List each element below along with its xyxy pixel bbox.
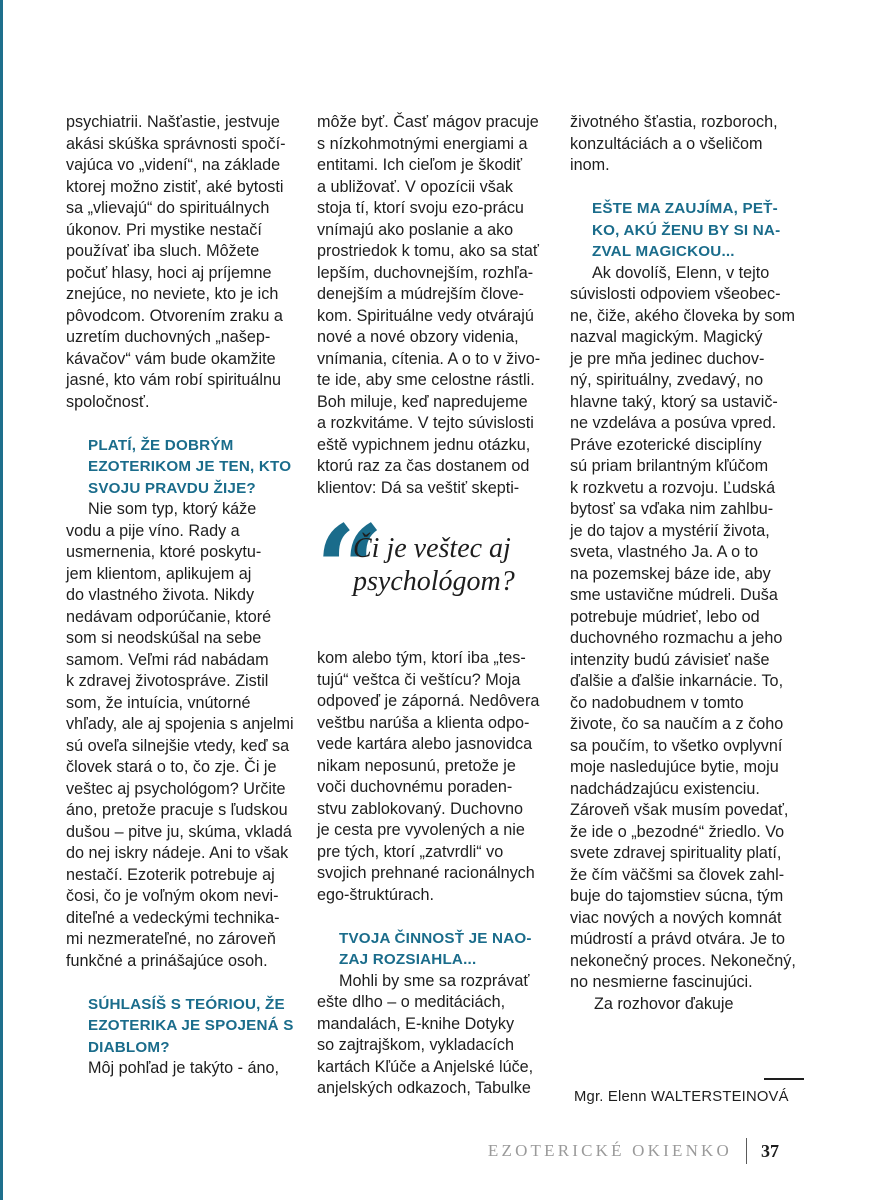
paragraph-first-line: Môj pohľad je takýto - áno, [88,1059,279,1077]
question-heading: PLATÍ, ŽE DOBRÝM EZOTERIKOM JE TEN, KTO SVOJU PRAVDU ŽIJE? [88,436,292,497]
question-heading: EŠTE MA ZAUJÍMA, PEŤ- KO, AKÚ ŽENU BY SI NA- ZVAL MAGICKOU... [592,200,781,260]
column-3 [570,112,810,1015]
section-title: EZOTERICKÉ OKIENKO [487,1141,732,1160]
page-number: 37 [761,1140,779,1161]
question-heading: TVOJA ČINNOSŤ JE NAO- ZAJ ROZSIAHLA... [339,929,532,968]
body-paragraph: môže byť. Časť mágov pracuje s nízkohmotnými energiami a entitami. Ich cieľom je škodiť a ubližovať. V opozícii však stoja tí, ktorí svoju ezo-prácu vnímajú ako poslanie a ako prostriedok k tomu, ako sa stať lepším, duchovnejším, rozhľa- denejším a múdrejším člove- kom. Spirituálne vedy otvárajú nové a nové obzory videnia, vnímania, cítenia. A o to v živo- te ide, aby sme celostne rástli. Boh miluje, keď napredujeme a rozkvitáme. V tejto súvislosti eště vypichnem jednu otázku, ktorú raz za čas dostanem od klientov: Dá sa veštiť skepti- [317,113,541,497]
body-paragraph: životného šťastia, rozboroch, konzultáciách a o všeličom inom. [570,113,778,174]
body-paragraph: kom alebo tým, ktorí iba „tes- tujú“ veštca či veštícu? Moja odpoveď je záporná. Nedôvera veštbu narúša a klienta odpo- vede kartára alebo jasnovidca nikam neposunú, pretože je voči duchovnému poraden- stvu zablokovaný. Duchovno je cesta pre vyvolených a nie pre tých, ktorí „zatvrdli“ vo svojich prehnané racionálnych ego-štruktúrach. [317,649,540,904]
column-2-continued [317,648,557,1100]
quote-mark-icon: “ [315,499,385,640]
page-footer [488,1138,779,1164]
column-2 [317,112,557,499]
paragraph-first-line: Ak dovolíš, Elenn, v tejto [592,263,770,282]
paragraph-first-line: Nie som typ, ktorý káže [88,500,257,518]
pull-quote [313,499,573,640]
column-1 [66,112,306,1080]
body-paragraph: súvislosti odpoviem všeobec- ne, čiže, akého človeka by som nazval magickým. Magický je pre mňa jedinec duchov- ný, spirituálny, zvedavý, no hlavne taký, ktorý sa ustavič- ne vzdeláva a posúva vpred. Práve ezoterické disciplíny sú priam brilantným kľúčom k rozkvetu a rozvoju. Ľudská bytosť sa vďaka nim zahlbu- je do tajov a mystérií života, sveta, vlastného Ja. A o to na pozemskej báze ide, aby sme ustavične múdreli. Duša potrebuje múdrieť, lebo od duchovného rozmachu a jeho intenzity budú závisieť naše ďalšie a ďalšie inkarnácie. To, čo nadobudnem v tomto živote, čo sa naučím a z čoho sa poučím, to všetko ovplyvní moje nasledujúce bytie, moju nadchádzajúcu existenciu. Zároveň však musím povedať, že ide o „bezodné“ žriedlo. Vo svete zdravej spirituality platí, že čím väčšmi sa človek zahl- buje do tajomstiev súcna, tým viac nových a nových komnát múdrostí a právd otvára. Je to nekonečný proces. Nekonečný, no nesmierne fascinujúci. [570,285,796,991]
paragraph-first-line: Mohli by sme sa rozprávať [339,971,530,990]
body-paragraph: ešte dlho – o meditáciách, mandalách, E-knihe Dotyky so zajtrajškom, vykladacích kartách Kľúče a Anjelské lúče, anjelských odkazoch, Tabulke [317,993,534,1097]
signature-rule [764,1078,804,1080]
question-heading: SÚHLASÍŠ S TEÓRIOU, ŽE EZOTERIKA JE SPOJENÁ S DIABLOM? [88,995,294,1056]
author-signature: Mgr. Elenn WALTERSTEINOVÁ [574,1089,789,1105]
page-edge-bar [0,0,3,1200]
pull-quote-text: Či je veštec aj psychológom? [353,533,515,597]
closing-line: Za rozhovor ďakuje [594,994,734,1013]
body-paragraph: psychiatrii. Našťastie, jestvuje akási skúška správnosti spočí- vajúca vo „videní“, na základe ktorej možno zistiť, aké bytosti sa „vlievajú“ do spirituálnych úkonov. Pri mystike nestačí používať iba sluch. Môžete počuť hlasy, hoci aj príjemne znejúce, no neviete, kto je ich pôvodcom. Otvorením zraku a uzretím duchovných „našep- kávačov“ vám bude okamžite jasné, kto vám robí spirituálnu spoločnosť. [66,113,286,411]
footer-divider [746,1138,747,1164]
body-paragraph: vodu a pije víno. Rady a usmernenia, ktoré poskytu- jem klientom, aplikujem aj do vlastného života. Nikdy nedávam odporúčanie, ktoré som si neodskúšal na sebe samom. Veľmi rád nabádam k zdravej životospráve. Zistil som, že intuícia, vnútorné vhľady, ale aj spojenia s anjelmi sú oveľa silnejšie vtedy, keď sa človek stará o to, čo zje. Či je veštec aj psychológom? Určite áno, pretože pracuje s ľudskou dušou – pitve ju, skúma, vkladá do nej iskry nádeje. Ani to však nestačí. Ezoterik potrebuje aj čosi, čo je voľným okom nevi- diteľné a vedeckými technika- mi nezmerateľné, no zároveň funkčné a prinášajúce osoh. [66,521,294,970]
